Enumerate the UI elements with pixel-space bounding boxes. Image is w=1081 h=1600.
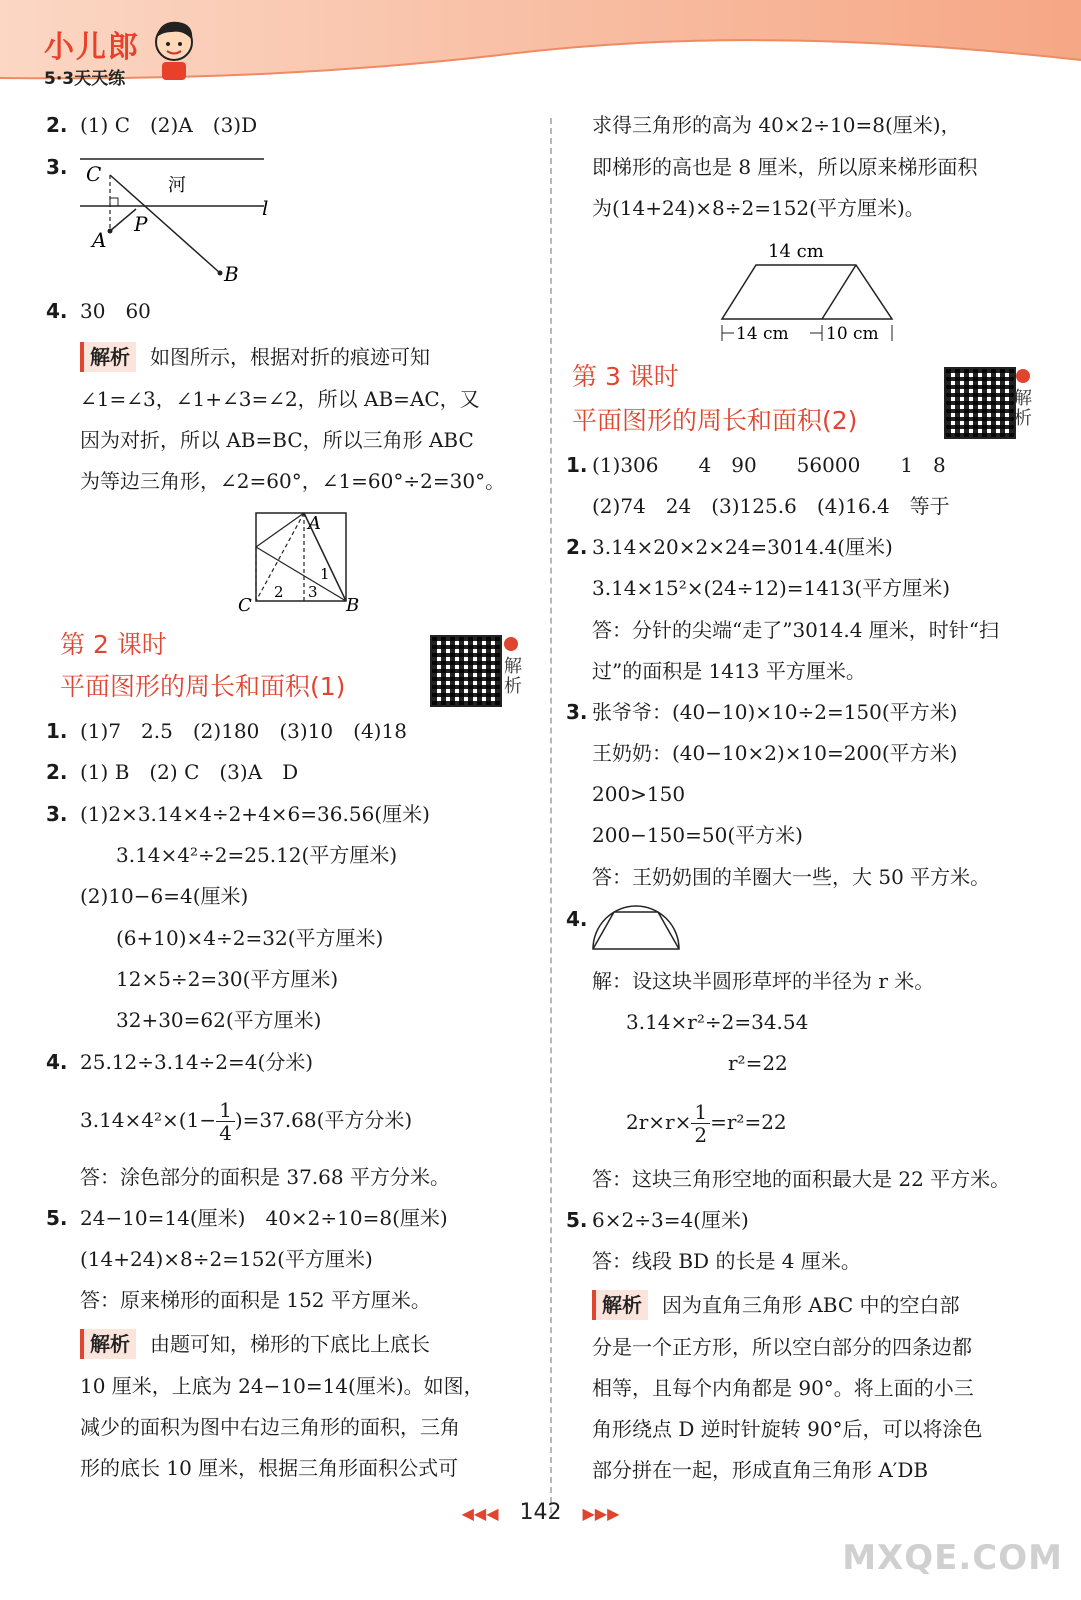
answer-text: (14+24)×8÷2=152(平方厘米) (80, 1247, 373, 1271)
answer-text: 25.12÷3.14÷2=4(分米) (80, 1050, 314, 1074)
lesson-3-title: 第 3 课时 (572, 362, 679, 391)
answer-text: 答：线段 BD 的长是 4 厘米。 (592, 1249, 861, 1273)
analysis-line: 求得三角形的高为 40×2÷10=8(厘米)， (592, 113, 961, 137)
item-number: 3. (46, 802, 68, 826)
fraction (216, 1099, 235, 1144)
lesson-2-title: 第 2 课时 (60, 630, 167, 659)
mascot-icon (148, 18, 200, 82)
analysis-tag: 解析 (80, 1329, 136, 1359)
analysis-line: 减少的面积为图中右边三角形的面积，三角 (80, 1415, 460, 1439)
answer-text: (1) C (2)A (3)D (80, 113, 258, 137)
prev-arrows-icon: ◀◀◀ (461, 1504, 499, 1523)
formula-part: )=37.68(平方分米) (234, 1108, 413, 1132)
answer-text: 30 60 (80, 299, 151, 323)
point-b-label: B (346, 595, 360, 615)
play-icon (504, 637, 518, 651)
point-c-label: C (238, 595, 252, 615)
answer-text: (2)74 24 (3)125.6 (4)16.4 等于 (592, 494, 950, 518)
answer-text: r²=22 (728, 1051, 788, 1075)
analysis-line: 部分拼在一起，形成直角三角形 A′DB (592, 1458, 929, 1482)
angle-3-label: 3 (308, 583, 318, 601)
answer-text: 答：这块三角形空地的面积最大是 22 平方米。 (592, 1167, 1011, 1191)
answer-text: 答：分针的尖端“走了”3014.4 厘米，时针“扫 (592, 618, 1000, 642)
answer-text: (1) B (2) C (3)A D (80, 760, 299, 784)
denominator: 4 (219, 1121, 232, 1145)
analysis-line: 形的底长 10 厘米，根据三角形面积公式可 (80, 1456, 459, 1480)
analysis-line: 为(14+24)×8÷2=152(平方厘米)。 (592, 196, 925, 220)
folded-square-diagram (234, 507, 364, 615)
answer-text: 3.14×20×2×24=3014.4(厘米) (592, 535, 893, 559)
lesson-2-subtitle: 平面图形的周长和面积(1) (60, 672, 346, 701)
analysis-line (80, 1324, 430, 1364)
numerator: 1 (216, 1099, 235, 1122)
analysis-line: 即梯形的高也是 8 厘米，所以原来梯形面积 (592, 155, 978, 179)
item-number: 3. (46, 155, 68, 179)
qr-code[interactable] (430, 635, 502, 707)
analysis-text: 由题可知，梯形的下底比上底长 (150, 1332, 430, 1356)
item-number: 1. (46, 719, 68, 743)
analysis-line (592, 1285, 960, 1325)
river-diagram (74, 151, 324, 281)
column-divider (550, 118, 552, 1513)
play-icon (1016, 369, 1030, 383)
point-p-label: P (134, 212, 148, 236)
watermark: MXQE.COM (842, 1538, 1063, 1578)
river-label: 河 (168, 175, 186, 196)
denominator: 2 (694, 1123, 708, 1147)
brand-main: 小儿郎 (44, 30, 140, 65)
formula-part: 3.14×4²×(1− (80, 1108, 217, 1132)
analysis-line: 因为对折，所以 AB=BC，所以三角形 ABC (80, 428, 474, 452)
answer-text: (1)7 2.5 (2)180 (3)10 (4)18 (80, 719, 407, 743)
analysis-line: 10 厘米，上底为 24−10=14(厘米)。如图， (80, 1374, 484, 1398)
formula-line (80, 1095, 412, 1145)
fraction (691, 1101, 710, 1146)
page-number: 142 (519, 1500, 562, 1525)
analysis-line: 为等边三角形，∠2=60°，∠1=60°÷2=30°。 (80, 469, 506, 493)
formula-part: =r²=22 (710, 1110, 787, 1134)
brand-logo (44, 22, 140, 89)
angle-1-label: 1 (320, 565, 330, 583)
answer-text: (1)306 4 90 56000 1 8 (592, 453, 946, 477)
answer-text: 24−10=14(厘米) 40×2÷10=8(厘米) (80, 1206, 448, 1230)
item-number: 5. (46, 1206, 68, 1230)
item-number: 2. (46, 760, 68, 784)
item-number: 3. (566, 700, 588, 724)
answer-text: 答：王奶奶围的羊圈大一些，大 50 平方米。 (592, 865, 991, 889)
analysis-text: 如图所示，根据对折的痕迹可知 (150, 345, 430, 369)
trapezoid-diagram (716, 237, 906, 347)
answer-text: (6+10)×4÷2=32(平方厘米) (116, 926, 384, 950)
answer-text: 解：设这块半圆形草坪的半径为 r 米。 (592, 969, 935, 993)
answer-text: 张爷爷：(40−10)×10÷2=150(平方米) (592, 700, 958, 724)
bottom-left-label: 14 cm (736, 324, 789, 344)
answer-text: 3.14×15²×(24÷12)=1413(平方厘米) (592, 576, 951, 600)
formula-line (626, 1097, 787, 1147)
analysis-line: 相等，且每个内角都是 90°。将上面的小三 (592, 1376, 974, 1400)
qr-label: 解析 (504, 656, 522, 697)
answer-text: 200−150=50(平方米) (592, 823, 803, 847)
answer-text: 3.14×4²÷2=25.12(平方厘米) (116, 843, 398, 867)
item-number: 5. (566, 1208, 588, 1232)
line-l-label: l (262, 196, 269, 220)
analysis-line: ∠1=∠3，∠1+∠3=∠2，所以 AB=AC，又 (80, 387, 480, 411)
page-footer (0, 1500, 1081, 1525)
numerator: 1 (691, 1101, 710, 1124)
formula-part: 2r×r× (626, 1110, 692, 1134)
answer-text: 200>150 (592, 782, 686, 806)
point-a-label: A (92, 228, 107, 252)
answer-text: 答：涂色部分的面积是 37.68 平方分米。 (80, 1165, 450, 1189)
answer-text: 过”的面积是 1413 平方厘米。 (592, 659, 866, 683)
semicircle-diagram (590, 903, 682, 953)
answer-text: 6×2÷3=4(厘米) (592, 1208, 749, 1232)
item-number: 4. (46, 1050, 68, 1074)
answer-text: 32+30=62(平方厘米) (116, 1008, 322, 1032)
answer-text: (1)2×3.14×4÷2+4×6=36.56(厘米) (80, 802, 430, 826)
analysis-tag: 解析 (80, 342, 136, 372)
analysis-line: 分是一个正方形，所以空白部分的四条边都 (592, 1335, 972, 1359)
qr-label: 解析 (1014, 388, 1032, 429)
answer-text: 答：原来梯形的面积是 152 平方厘米。 (80, 1288, 431, 1312)
bottom-right-label: 10 cm (826, 324, 879, 344)
item-number: 1. (566, 453, 588, 477)
item-number: 2. (566, 535, 588, 559)
lesson-3-subtitle: 平面图形的周长和面积(2) (572, 406, 858, 435)
item-number: 2. (46, 113, 68, 137)
next-arrows-icon: ▶▶▶ (582, 1504, 620, 1523)
answer-text: 3.14×r²÷2=34.54 (626, 1010, 809, 1034)
analysis-text: 因为直角三角形 ABC 中的空白部 (662, 1293, 960, 1317)
qr-code[interactable] (944, 367, 1016, 439)
brand-sub: 5·3天天练 (44, 69, 126, 89)
answer-text: 12×5÷2=30(平方厘米) (116, 967, 339, 991)
analysis-line: 角形绕点 D 逆时针旋转 90°后，可以将涂色 (592, 1417, 983, 1441)
item-number: 4. (46, 299, 68, 323)
point-b-label: B (224, 262, 239, 281)
answer-text: (2)10−6=4(厘米) (80, 884, 249, 908)
angle-2-label: 2 (274, 583, 284, 601)
top-base-label: 14 cm (768, 241, 824, 262)
answer-text: 王奶奶：(40−10×2)×10=200(平方米) (592, 741, 958, 765)
point-c-label: C (86, 162, 102, 186)
item-number: 4. (566, 907, 588, 931)
point-a-label: A (308, 513, 321, 534)
analysis-tag: 解析 (592, 1290, 648, 1320)
analysis-line (80, 337, 430, 377)
